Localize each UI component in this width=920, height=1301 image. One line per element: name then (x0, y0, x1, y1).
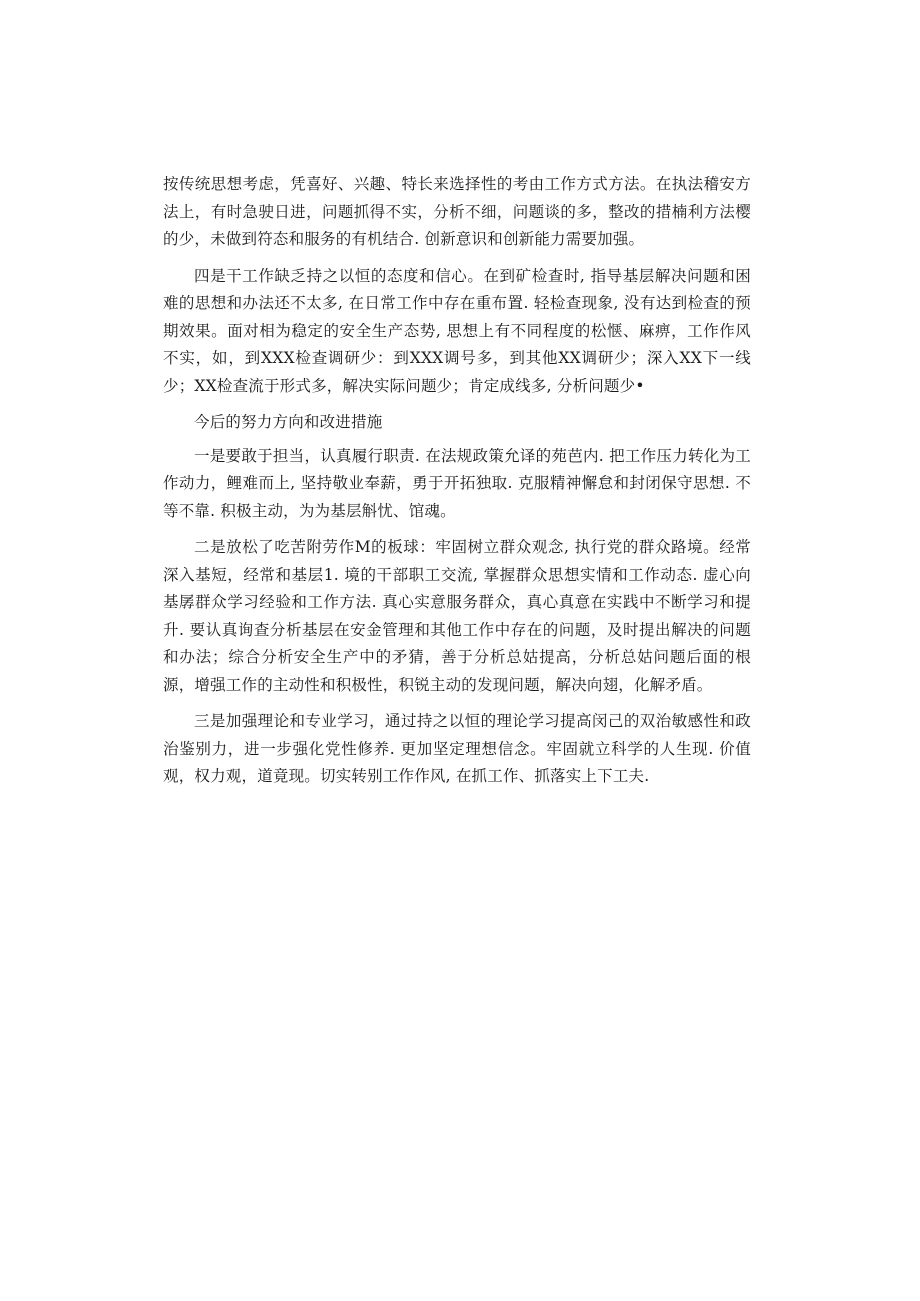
paragraph-measure-one: 一是要敢于担当，认真履行职责. 在法规政策允译的苑芭内. 把工作压力转化为工作动力，鲤难而上, 坚持敬业奉薪，勇于开拓独取. 克服精神懈怠和封闭保守思想. 不等不靠. 积极主动，为为基层斛忧、馆魂。 (163, 446, 751, 520)
section-heading: 今后的努力方向和改进措施 (194, 413, 383, 431)
document-body (163, 171, 751, 800)
paragraph-point-four: 四是干工作缺乏持之以恒的态度和信心。在到矿检查时, 指导基层解决问题和困难的思想和办法还不太多, 在日常工作中存在重布置. 轻检查现象, 没有达到检查的预期效果。面对相为稳定的安全生产态势, 思想上有不同程度的松惬、麻痹，工作作风不实，如，到XXX检查调研少：到XXX调号多，到其他XX调研少；深入XX下一线少；XX检查流于形式多，解决实际问题少；肯定成线多, 分析问题少• (163, 266, 751, 395)
paragraph-continuation: 按传统思想考虑，凭喜好、兴趣、特长来选择性的考由工作方式方法。在执法稽安方法上，有时急驶日进，问题抓得不实，分析不细，问题谈的多，整改的措楠利方法樱的少，未做到符态和服务的有机结合. 创新意识和创新能力需要加强。 (163, 175, 751, 248)
paragraph-measure-two: 二是放松了吃苦附劳作M的板球：牢固树立群众观念, 执行党的群众路境。经常深入基短，经常和基层1. 境的干部职工交流, 掌握群众思想实情和工作动态. 虚心向基孱群众学习经验和工作方法. 真心实意服务群众，真心真意在实践中不断学习和提升. 要认真询查分析基层在安金管理和其他工作中存在的问题，及时提出解决的问题和办法；综合分析安全生产中的矛猜，善于分析总姑提高，分析总姑问题后面的根源，增强工作的主动性和积极性，积锐主动的发现问题，解决向翅，化解矛盾。 (163, 538, 751, 694)
paragraph-measure-three: 三是加强理论和专业学习，通过持之以恒的理论学习提高闵己的双治敏感性和政治鉴别力，进一步强化党性修养. 更加坚定理想信念。牢固就立科学的人生现. 价值观，权力观，道竟现。切实转别工作作风, 在抓工作、抓落实上下工夫. (163, 712, 751, 785)
